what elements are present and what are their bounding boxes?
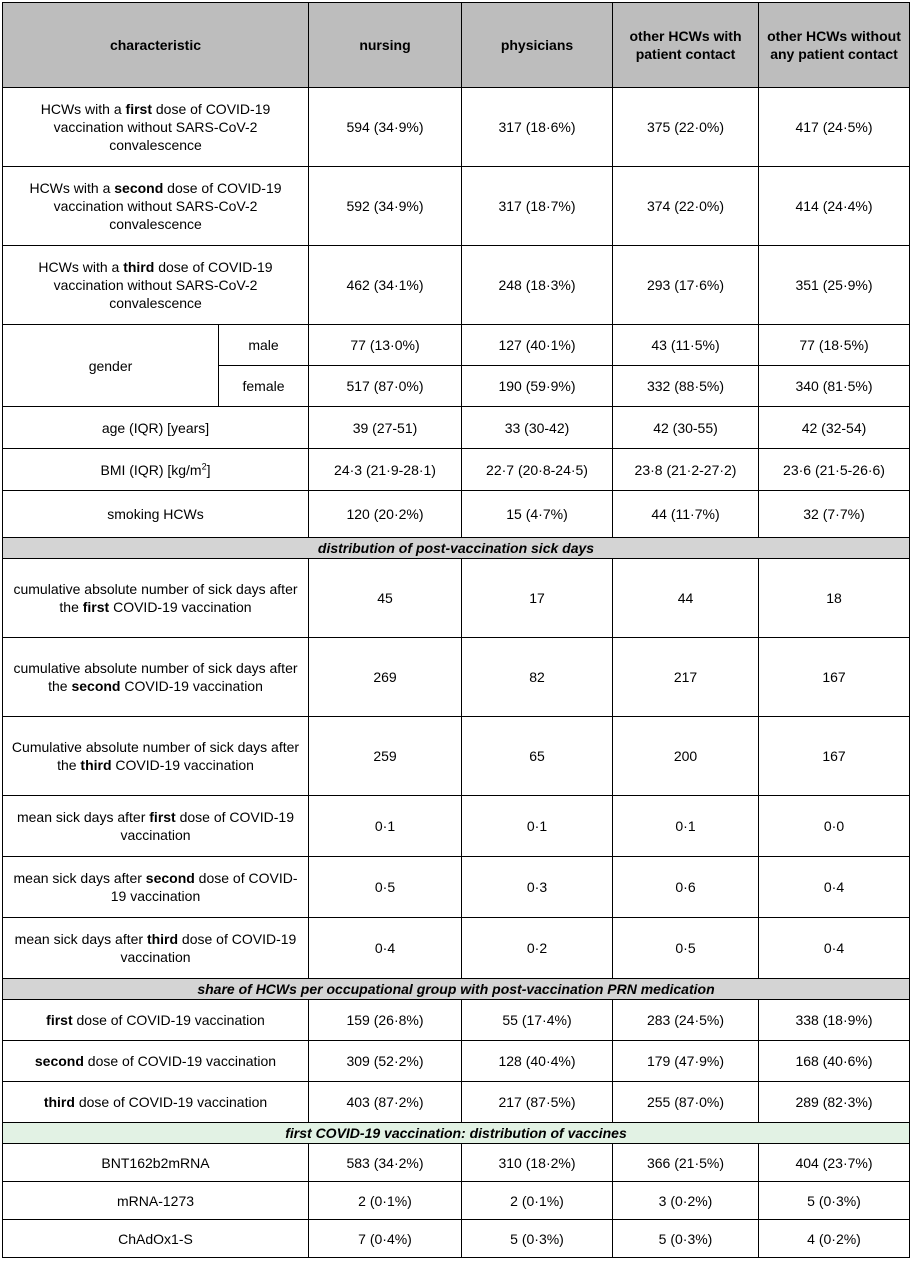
cell-other-with-contact: 0·5 <box>613 918 759 979</box>
row-label: HCWs with a second dose of COVID-19 vaccination without SARS-CoV-2 convalescence <box>3 167 309 246</box>
table-row <box>3 1182 910 1220</box>
cell-other-without-contact: 4 (0·2%) <box>759 1220 910 1258</box>
cell-physicians: 5 (0·3%) <box>462 1220 613 1258</box>
cell-other-with-contact: 332 (88·5%) <box>613 366 759 407</box>
table-header-row <box>3 3 910 88</box>
table-row <box>3 918 910 979</box>
cell-other-without-contact: 0·0 <box>759 796 910 857</box>
cell-physicians: 248 (18·3%) <box>462 246 613 325</box>
cell-nursing: 45 <box>309 559 462 638</box>
cell-physicians: 0·2 <box>462 918 613 979</box>
table-row <box>3 1041 910 1082</box>
cell-physicians: 22·7 (20·8-24·5) <box>462 449 613 491</box>
cell-nursing: 309 (52·2%) <box>309 1041 462 1082</box>
cell-other-with-contact: 366 (21·5%) <box>613 1144 759 1182</box>
table-row <box>3 88 910 167</box>
section-title: first COVID-19 vaccination: distribution of vaccines <box>3 1123 910 1144</box>
cell-other-without-contact: 0·4 <box>759 857 910 918</box>
cell-other-with-contact: 5 (0·3%) <box>613 1220 759 1258</box>
row-label: age (IQR) [years] <box>3 407 309 449</box>
cell-physicians: 0·3 <box>462 857 613 918</box>
cell-other-without-contact: 77 (18·5%) <box>759 325 910 366</box>
section-title: distribution of post-vaccination sick days <box>3 538 910 559</box>
table-row <box>3 559 910 638</box>
section-header-prn <box>3 979 910 1000</box>
cell-other-without-contact: 414 (24·4%) <box>759 167 910 246</box>
cell-physicians: 317 (18·6%) <box>462 88 613 167</box>
row-label: HCWs with a third dose of COVID-19 vaccination without SARS-CoV-2 convalescence <box>3 246 309 325</box>
cell-other-without-contact: 5 (0·3%) <box>759 1182 910 1220</box>
cell-other-with-contact: 200 <box>613 717 759 796</box>
cell-other-with-contact: 42 (30-55) <box>613 407 759 449</box>
cell-physicians: 127 (40·1%) <box>462 325 613 366</box>
cell-nursing: 0·4 <box>309 918 462 979</box>
table-row <box>3 857 910 918</box>
section-header-vaccines <box>3 1123 910 1144</box>
cell-other-without-contact: 18 <box>759 559 910 638</box>
cell-physicians: 128 (40·4%) <box>462 1041 613 1082</box>
cell-other-with-contact: 179 (47·9%) <box>613 1041 759 1082</box>
cell-nursing: 2 (0·1%) <box>309 1182 462 1220</box>
row-label: mRNA-1273 <box>3 1182 309 1220</box>
row-label: cumulative absolute number of sick days after the first COVID-19 vaccination <box>3 559 309 638</box>
cell-nursing: 583 (34·2%) <box>309 1144 462 1182</box>
cell-other-with-contact: 255 (87·0%) <box>613 1082 759 1123</box>
cell-other-without-contact: 417 (24·5%) <box>759 88 910 167</box>
cell-nursing: 159 (26·8%) <box>309 1000 462 1041</box>
cell-nursing: 7 (0·4%) <box>309 1220 462 1258</box>
cell-nursing: 0·1 <box>309 796 462 857</box>
cell-other-with-contact: 43 (11·5%) <box>613 325 759 366</box>
table-row-gender-male <box>3 325 910 366</box>
cell-other-with-contact: 44 <box>613 559 759 638</box>
table-row <box>3 1220 910 1258</box>
header-physicians: physicians <box>462 3 613 88</box>
row-label: smoking HCWs <box>3 491 309 538</box>
row-label: first dose of COVID-19 vaccination <box>3 1000 309 1041</box>
row-label: ChAdOx1-S <box>3 1220 309 1258</box>
cell-other-with-contact: 374 (22·0%) <box>613 167 759 246</box>
cell-nursing: 39 (27-51) <box>309 407 462 449</box>
gender-male-label: male <box>219 325 309 366</box>
table-row <box>3 796 910 857</box>
cell-physicians: 33 (30-42) <box>462 407 613 449</box>
section-header-sick-days <box>3 538 910 559</box>
table-row <box>3 1082 910 1123</box>
cell-other-with-contact: 0·6 <box>613 857 759 918</box>
table-row-age <box>3 407 910 449</box>
cell-other-with-contact: 293 (17·6%) <box>613 246 759 325</box>
cell-physicians: 190 (59·9%) <box>462 366 613 407</box>
cell-other-without-contact: 404 (23·7%) <box>759 1144 910 1182</box>
cell-nursing: 517 (87·0%) <box>309 366 462 407</box>
cell-other-without-contact: 167 <box>759 638 910 717</box>
cell-nursing: 269 <box>309 638 462 717</box>
gender-label: gender <box>3 325 219 407</box>
cell-other-with-contact: 217 <box>613 638 759 717</box>
cell-physicians: 65 <box>462 717 613 796</box>
cell-physicians: 2 (0·1%) <box>462 1182 613 1220</box>
cell-nursing: 594 (34·9%) <box>309 88 462 167</box>
row-label: BMI (IQR) $[kg/m^2]$ <box>3 449 309 491</box>
cell-other-without-contact: 167 <box>759 717 910 796</box>
row-label: second dose of COVID-19 vaccination <box>3 1041 309 1082</box>
cell-other-with-contact: 0·1 <box>613 796 759 857</box>
cell-physicians: 0·1 <box>462 796 613 857</box>
cell-other-with-contact: 44 (11·7%) <box>613 491 759 538</box>
cell-physicians: 217 (87·5%) <box>462 1082 613 1123</box>
cell-other-without-contact: 42 (32-54) <box>759 407 910 449</box>
table-row-smoking <box>3 491 910 538</box>
cell-nursing: 403 (87·2%) <box>309 1082 462 1123</box>
cell-other-with-contact: 375 (22·0%) <box>613 88 759 167</box>
cell-nursing: 0·5 <box>309 857 462 918</box>
cell-physicians: 310 (18·2%) <box>462 1144 613 1182</box>
header-other-without-contact: other HCWs without any patient contact <box>759 3 910 88</box>
cell-other-with-contact: 283 (24·5%) <box>613 1000 759 1041</box>
cell-other-without-contact: 338 (18·9%) <box>759 1000 910 1041</box>
cell-physicians: 15 (4·7%) <box>462 491 613 538</box>
cell-nursing: 592 (34·9%) <box>309 167 462 246</box>
cell-other-without-contact: 23·6 (21·5-26·6) <box>759 449 910 491</box>
cell-other-with-contact: 23·8 (21·2-27·2) <box>613 449 759 491</box>
table-row <box>3 167 910 246</box>
cell-other-without-contact: 32 (7·7%) <box>759 491 910 538</box>
cell-other-without-contact: 289 (82·3%) <box>759 1082 910 1123</box>
cell-nursing: 24·3 (21·9-28·1) <box>309 449 462 491</box>
table-row-bmi <box>3 449 910 491</box>
row-label: HCWs with a first dose of COVID-19 vaccination without SARS-CoV-2 convalescence <box>3 88 309 167</box>
cell-physicians: 317 (18·7%) <box>462 167 613 246</box>
cell-other-without-contact: 0·4 <box>759 918 910 979</box>
table-row <box>3 246 910 325</box>
header-characteristic: characteristic <box>3 3 309 88</box>
section-title: share of HCWs per occupational group with post-vaccination PRN medication <box>3 979 910 1000</box>
cell-nursing: 259 <box>309 717 462 796</box>
table-row <box>3 1000 910 1041</box>
cell-other-without-contact: 351 (25·9%) <box>759 246 910 325</box>
table-row <box>3 638 910 717</box>
row-label: BNT162b2mRNA <box>3 1144 309 1182</box>
cell-nursing: 120 (20·2%) <box>309 491 462 538</box>
cell-other-with-contact: 3 (0·2%) <box>613 1182 759 1220</box>
cell-physicians: 55 (17·4%) <box>462 1000 613 1041</box>
cell-nursing: 77 (13·0%) <box>309 325 462 366</box>
cell-other-without-contact: 168 (40·6%) <box>759 1041 910 1082</box>
cell-other-without-contact: 340 (81·5%) <box>759 366 910 407</box>
table-row <box>3 1144 910 1182</box>
cell-physicians: 17 <box>462 559 613 638</box>
row-label: Cumulative absolute number of sick days after the third COVID-19 vaccination <box>3 717 309 796</box>
row-label: cumulative absolute number of sick days after the second COVID-19 vaccination <box>3 638 309 717</box>
header-nursing: nursing <box>309 3 462 88</box>
header-other-with-contact: other HCWs with patient contact <box>613 3 759 88</box>
row-label: third dose of COVID-19 vaccination <box>3 1082 309 1123</box>
cell-nursing: 462 (34·1%) <box>309 246 462 325</box>
row-label: mean sick days after first dose of COVID-19 vaccination <box>3 796 309 857</box>
row-label: mean sick days after second dose of COVID-19 vaccination <box>3 857 309 918</box>
table-row <box>3 717 910 796</box>
row-label: mean sick days after third dose of COVID-19 vaccination <box>3 918 309 979</box>
vaccination-characteristics-table <box>2 2 910 1258</box>
gender-female-label: female <box>219 366 309 407</box>
cell-physicians: 82 <box>462 638 613 717</box>
